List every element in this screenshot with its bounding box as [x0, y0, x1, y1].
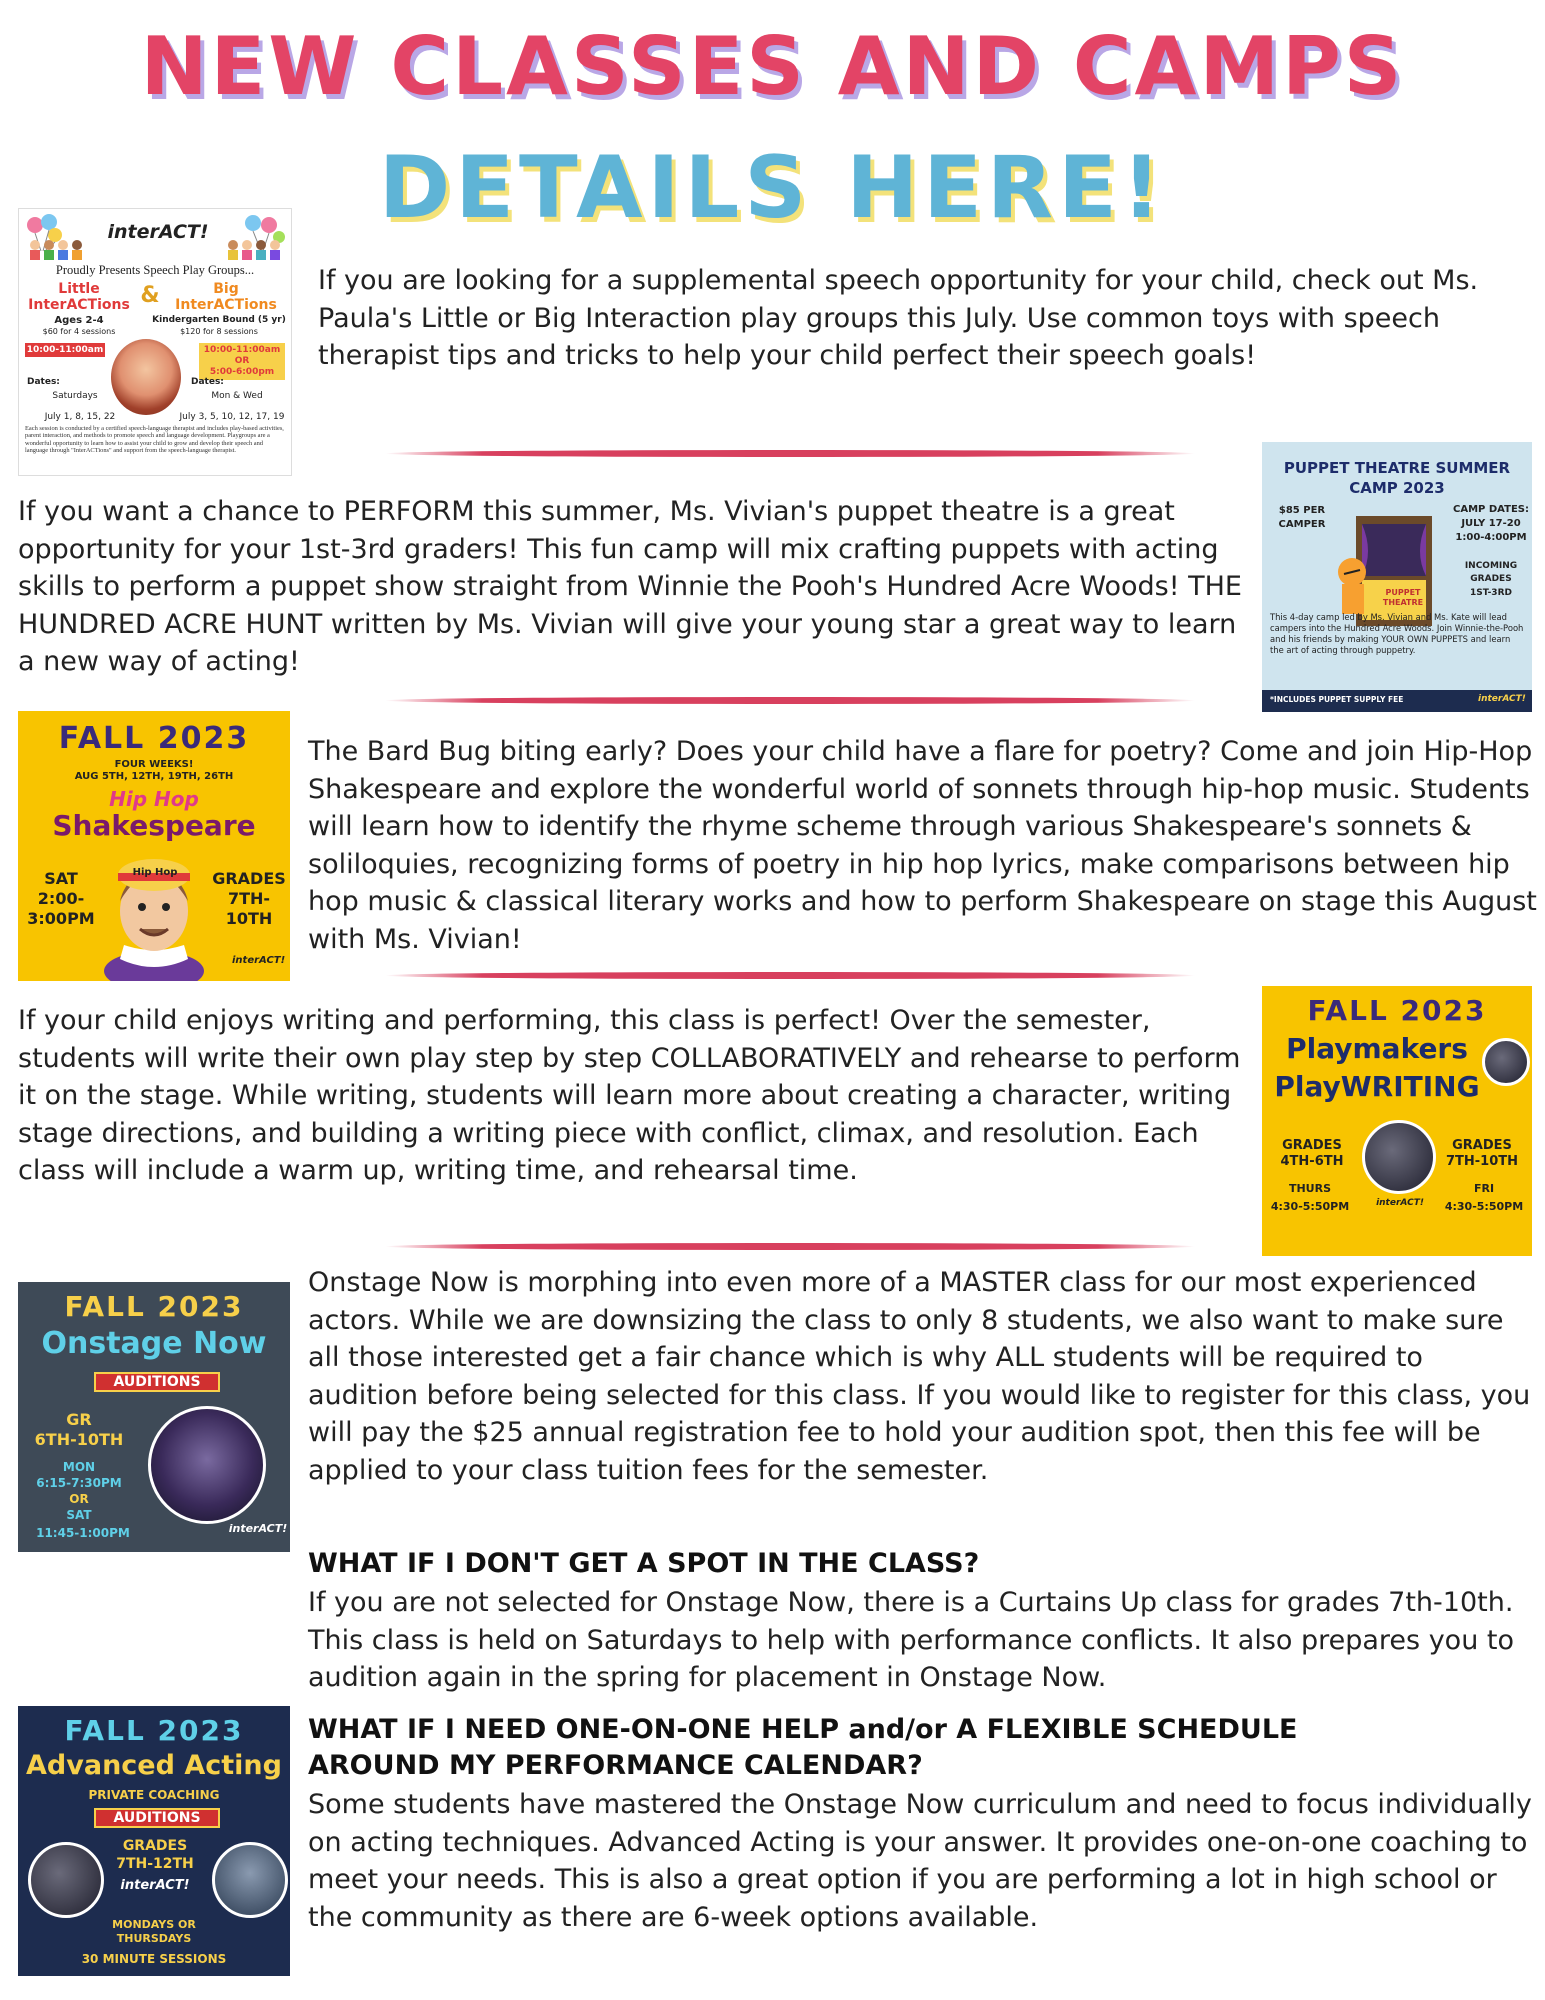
interact-logo: interACT!	[107, 221, 209, 243]
playwriting-paragraph: If your child enjoys writing and performing, this class is perfect! Over the semester, students will write their own play step by step COLLABORATIVELY and rehearse to perform it on the stage. While writing, students will learn more about creating a character, writing stage directions, and building a writing piece with conflict, climax, and resolution. Each class will include a warm up, writing time, and rehearsal time.	[18, 1005, 1241, 1186]
playwriting-right-grades-label: GRADES	[1452, 1138, 1512, 1153]
hiphop-grades-label: GRADES	[212, 869, 286, 888]
speech-fineprint: Each session is conducted by a certified speech-language therapist and includes play-based activities, parent interaction, and methods to promote speech and language development. Playgroups are a wonderful opportunity to learn how to assist your child to grow and develop their speech and language through "InterACTions" and support from the speech-language therapist.	[25, 425, 284, 455]
hiphop-grades: 7TH-10TH	[225, 889, 273, 928]
hiphop-season: FALL 2023	[58, 721, 250, 756]
big-title: Big InterACTions	[175, 281, 277, 313]
onstage-day1: MON	[62, 1460, 96, 1474]
puppet-sign: PUPPET THEATRE	[1382, 588, 1424, 607]
hiphop-paragraph: The Bard Bug biting early? Does your child have a flare for poetry? Come and join Hip-Hop Shakespeare and explore the wonderful world of sonnets through hip-hop music. Students will learn how to identify the rhyme scheme through various Shakespeare's sonnets & soliloquies, recognizing forms of poetry in hip hop lyrics, make comparisons between hip hop music & classical literary works and how to perform Shakespeare on stage this August with Ms. Vivian!	[308, 736, 1537, 955]
big-price: $120 for 8 sessions	[180, 327, 258, 336]
advanced-grades-label: GRADES	[122, 1838, 188, 1854]
puppet-logo: interACT!	[1478, 694, 1526, 704]
playwriting-left-day: THURS	[1288, 1182, 1332, 1195]
puppet-price: $85 PER CAMPER	[1278, 505, 1326, 530]
divider-1	[385, 450, 1195, 457]
onstage-season: FALL 2023	[64, 1290, 244, 1323]
hiphop-logo: interACT!	[232, 955, 286, 966]
puppet-title: PUPPET THEATRE SUMMER CAMP 2023	[1283, 459, 1511, 497]
little-ages: Ages 2-4	[54, 315, 104, 326]
playwriting-title2: PlayWRITING	[1274, 1070, 1480, 1103]
puppet-grades: 1ST-3RD	[1470, 588, 1512, 598]
big-time-2: 5:00-6:00pm	[209, 367, 275, 377]
playwriting-photo	[1362, 1120, 1436, 1194]
onstage-auditions: AUDITIONS	[94, 1372, 220, 1392]
onstage-photo	[148, 1406, 266, 1524]
little-title: Little InterACTions	[28, 281, 130, 313]
onstage-grades-label: GR	[66, 1410, 92, 1429]
advanced-photo-right	[212, 1842, 288, 1918]
puppet-time: 1:00-4:00PM	[1455, 532, 1527, 543]
onstage-logo: interACT!	[228, 1522, 288, 1535]
playwriting-right-grades: 7TH-10TH	[1445, 1154, 1519, 1169]
onstage-time2: 11:45-1:00PM	[36, 1526, 130, 1540]
puppet-footnote: *INCLUDES PUPPET SUPPLY FEE	[1270, 695, 1404, 704]
puppet-desc: This 4-day camp led by Ms. Vivian and Ms. Kate will lead campers into the Hundred Acre Woods. Join Winnie-the-Pooh and his friends by making YOUR OWN PUPPETS and learn the art of acting through puppetry.	[1270, 612, 1524, 655]
hiphop-dates: AUG 5TH, 12TH, 19TH, 26TH	[74, 771, 234, 782]
onstage-title: Onstage Now	[41, 1326, 267, 1361]
kids-left-icon	[27, 239, 87, 261]
days-left: Saturdays	[52, 391, 98, 401]
advanced-season: FALL 2023	[64, 1714, 244, 1747]
speech-presents: Proudly Presents Speech Play Groups...	[55, 263, 255, 277]
little-time-badge: 10:00-11:00am	[26, 345, 104, 355]
playwriting-left-time: 4:30-5:50PM	[1270, 1200, 1350, 1213]
speech-flyer	[18, 208, 292, 476]
advanced-question: WHAT IF I NEED ONE-ON-ONE HELP and/or A FLEXIBLE SCHEDULE AROUND MY PERFORMANCE CALENDAR?	[308, 1714, 1298, 1781]
speech-paragraph: If you are looking for a supplemental speech opportunity for your child, check out Ms. Paula's Little or Big Interaction play groups this July. Use common toys with speech therapist tips and tricks to help your child perfect their speech goals!	[318, 265, 1479, 371]
puppet-paragraph: If you want a chance to PERFORM this summer, Ms. Vivian's puppet theatre is a great opportunity for your 1st-3rd graders! This fun camp will mix crafting puppets with acting skills to perform a puppet show straight from Winnie the Pooh's Hundred Acre Woods! THE HUNDRED ACRE HUNT written by Ms. Vivian will give your young star a great way to learn a new way of acting!	[18, 496, 1242, 677]
playwriting-right-time: 4:30-5:50PM	[1444, 1200, 1524, 1213]
hiphop-time: 2:00-3:00PM	[27, 889, 95, 928]
dates-label-left: Dates:	[27, 377, 60, 387]
hiphop-title1: Hip Hop	[109, 787, 199, 811]
hiphop-weeks: FOUR WEEKS!	[114, 759, 194, 770]
hiphop-day: SAT	[44, 869, 78, 888]
onstage-or: OR	[69, 1492, 89, 1506]
advanced-title: Advanced Acting	[26, 1750, 282, 1781]
kids-right-icon	[225, 239, 285, 261]
advanced-days: MONDAYS OR THURSDAYS	[112, 1918, 196, 1945]
page-title: NEW CLASSES AND CAMPS	[140, 20, 1405, 113]
onstage-time1: 6:15-7:30PM	[36, 1476, 122, 1490]
dates-left: July 1, 8, 15, 22	[44, 412, 116, 422]
divider-4	[385, 1243, 1195, 1250]
onstage-flyer	[18, 1282, 290, 1552]
hiphop-title2: Shakespeare	[52, 809, 256, 842]
divider-2	[385, 697, 1195, 704]
amp-symbol: &	[140, 283, 160, 308]
puppet-flyer	[1262, 442, 1532, 712]
playwriting-season: FALL 2023	[1307, 994, 1487, 1027]
puppet-dates-label: CAMP DATES:	[1453, 504, 1529, 515]
onstage-grades: 6TH-10TH	[34, 1430, 124, 1449]
advanced-sessions: 30 MINUTE SESSIONS	[81, 1952, 227, 1966]
big-ages: Kindergarten Bound (5 yr)	[152, 315, 286, 325]
big-time-or: OR	[234, 356, 250, 366]
advanced-grades: 7TH-12TH	[116, 1856, 194, 1872]
playwriting-flyer	[1262, 986, 1532, 1256]
puppet-dates: JULY 17-20	[1461, 518, 1521, 529]
advanced-answer: Some students have mastered the Onstage Now curriculum and need to focus individually on acting techniques. Advanced Acting is your answer. It provides one-on-one coaching to meet your needs. This is also a great option if you are performing a lot in high school or the community as there are 6-week options available.	[308, 1789, 1532, 1933]
playwriting-right-day: FRI	[1473, 1182, 1495, 1195]
advanced-logo: interACT!	[120, 1878, 190, 1893]
divider-3	[385, 972, 1195, 979]
playwriting-photo-small	[1482, 1038, 1530, 1086]
onstage-answer: If you are not selected for Onstage Now, there is a Curtains Up class for grades 7th-10th. This class is held on Saturdays to help with performance conflicts. It also prepares you to audition again in the spring for placement in Onstage Now.	[308, 1587, 1514, 1693]
big-time-badge	[199, 343, 285, 380]
puppet-grades-label: INCOMING GRADES	[1464, 561, 1518, 584]
advanced-auditions: AUDITIONS	[94, 1808, 220, 1828]
advanced-photo-left	[28, 1842, 104, 1918]
page-subtitle: DETAILS HERE!	[378, 138, 1167, 238]
dates-right: July 3, 5, 10, 12, 17, 19	[179, 412, 285, 422]
advanced-flyer	[18, 1706, 290, 1976]
little-price: $60 for 4 sessions	[42, 327, 116, 336]
hiphop-hat-text: Hip Hop	[132, 867, 178, 878]
onstage-day2: SAT	[66, 1508, 92, 1522]
days-right: Mon & Wed	[211, 391, 263, 401]
presenter-photo	[111, 339, 181, 415]
advanced-subtitle: PRIVATE COACHING	[88, 1788, 220, 1802]
onstage-paragraph: Onstage Now is morphing into even more of a MASTER class for our most experienced actors. While we are downsizing the class to only 8 students, we also want to make sure all those interested get a fair chance which is why ALL students will be required to audition before being selected for this class. If you would like to register for this class, you will pay the $25 annual registration fee to hold your audition spot, then this fee will be applied to your class tuition fees for the semester.	[308, 1267, 1531, 1486]
big-time-1: 10:00-11:00am	[203, 345, 281, 355]
playwriting-logo: interACT!	[1376, 1198, 1424, 1208]
playwriting-left-grades-label: GRADES	[1282, 1138, 1342, 1153]
shakespeare-icon	[98, 845, 210, 981]
playwriting-left-grades: 4TH-6TH	[1280, 1154, 1344, 1169]
playwriting-title1: Playmakers	[1286, 1032, 1468, 1065]
dates-label-right: Dates:	[191, 377, 224, 387]
onstage-question: WHAT IF I DON'T GET A SPOT IN THE CLASS?	[308, 1548, 980, 1579]
hiphop-flyer	[18, 711, 290, 981]
